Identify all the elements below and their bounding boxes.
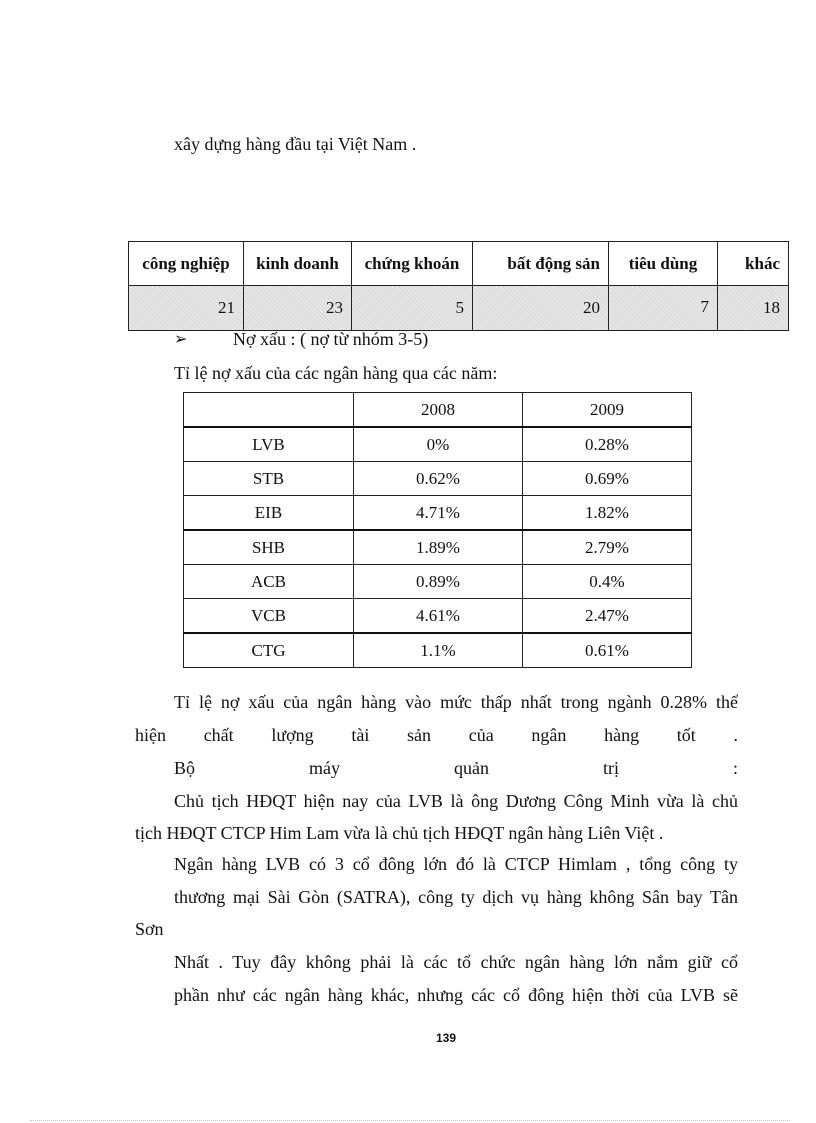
paragraph-line: thương mại Sài Gòn (SATRA), công ty dịch vụ hàng không Sân bay Tân xyxy=(174,887,738,907)
paragraph-line: Nhất . Tuy đây không phải là các tổ chức ngân hàng lớn nắm giữ cổ xyxy=(174,952,738,972)
bank-cell: CTG xyxy=(184,633,354,668)
sector-header-cell: chứng khoán xyxy=(352,242,473,286)
npl-2008-cell: 4.61% xyxy=(354,599,523,634)
sector-value-cell: 5 xyxy=(352,286,473,331)
sector-value-cell: 7 xyxy=(609,286,718,331)
bank-cell: STB xyxy=(184,462,354,496)
npl-2008-cell: 1.89% xyxy=(354,530,523,565)
npl-2009-cell: 1.82% xyxy=(523,496,692,531)
npl-2008-cell: 0% xyxy=(354,427,523,462)
table-row xyxy=(184,530,692,565)
npl-2009-cell: 0.28% xyxy=(523,427,692,462)
page-number: 139 xyxy=(436,1031,457,1045)
sector-header-cell: tiêu dùng xyxy=(609,242,718,286)
table-row xyxy=(184,633,692,668)
sector-value-cell: 23 xyxy=(244,286,352,331)
table-row xyxy=(184,599,692,634)
paragraph-line: Ngân hàng LVB có 3 cổ đông lớn đó là CTCP Himlam , tổng công ty xyxy=(174,854,738,874)
sector-value-cell: 18 xyxy=(718,286,789,331)
table-row xyxy=(184,462,692,496)
table-row xyxy=(184,427,692,462)
sector-header-cell: kinh doanh xyxy=(244,242,352,286)
npl-2008-cell: 0.89% xyxy=(354,565,523,599)
table-row xyxy=(184,565,692,599)
bank-cell: ACB xyxy=(184,565,354,599)
paragraph-line: phần như các ngân hàng khác, nhưng các cổ đông hiện thời của LVB sẽ xyxy=(174,985,738,1005)
npl-2008-cell: 0.62% xyxy=(354,462,523,496)
page-bottom-divider xyxy=(30,1120,790,1121)
npl-2009-cell: 0.69% xyxy=(523,462,692,496)
table-row xyxy=(184,496,692,531)
intro-line: xây dựng hàng đầu tại Việt Nam . xyxy=(174,134,417,154)
npl-header-row xyxy=(184,393,692,428)
npl-header-cell xyxy=(184,393,354,428)
sector-header-cell: khác xyxy=(718,242,789,286)
npl-2009-cell: 0.4% xyxy=(523,565,692,599)
npl-2009-cell: 0.61% xyxy=(523,633,692,668)
npl-2008-cell: 4.71% xyxy=(354,496,523,531)
sector-header-cell: công nghiệp xyxy=(129,242,244,286)
bullet-marker: ➢ xyxy=(174,329,188,348)
npl-header-cell: 2008 xyxy=(354,393,523,428)
paragraph-line: Chủ tịch HĐQT hiện nay của LVB là ông Dương Công Minh vừa là chủ xyxy=(174,791,738,811)
npl-2009-cell: 2.47% xyxy=(523,599,692,634)
paragraph-line: Bộ máy quản trị : xyxy=(174,758,738,778)
paragraph-line: Tỉ lệ nợ xấu của ngân hàng vào mức thấp nhất trong ngành 0.28% thể xyxy=(174,692,738,712)
sector-value-cell: 21 xyxy=(129,286,244,331)
sector-header-row xyxy=(129,242,789,286)
bank-cell: LVB xyxy=(184,427,354,462)
npl-2009-cell: 2.79% xyxy=(523,530,692,565)
paragraph-line: Sơn xyxy=(135,919,164,939)
sector-value-row xyxy=(129,286,789,331)
npl-title: Tỉ lệ nợ xấu của các ngân hàng qua các năm: xyxy=(174,363,498,383)
paragraph-line: hiện chất lượng tài sản của ngân hàng tốt . xyxy=(135,725,738,745)
npl-ratio-table xyxy=(183,392,692,668)
npl-header-cell: 2009 xyxy=(523,393,692,428)
bank-cell: VCB xyxy=(184,599,354,634)
bank-cell: EIB xyxy=(184,496,354,531)
bullet-text: Nợ xấu : ( nợ từ nhóm 3-5) xyxy=(233,329,429,349)
sector-loan-table xyxy=(128,241,789,331)
bank-cell: SHB xyxy=(184,530,354,565)
sector-value-cell: 20 xyxy=(473,286,609,331)
paragraph-line: tịch HĐQT CTCP Him Lam vừa là chủ tịch HĐQT ngân hàng Liên Việt . xyxy=(135,823,664,843)
npl-2008-cell: 1.1% xyxy=(354,633,523,668)
sector-header-cell: bất động sản xyxy=(473,242,609,286)
